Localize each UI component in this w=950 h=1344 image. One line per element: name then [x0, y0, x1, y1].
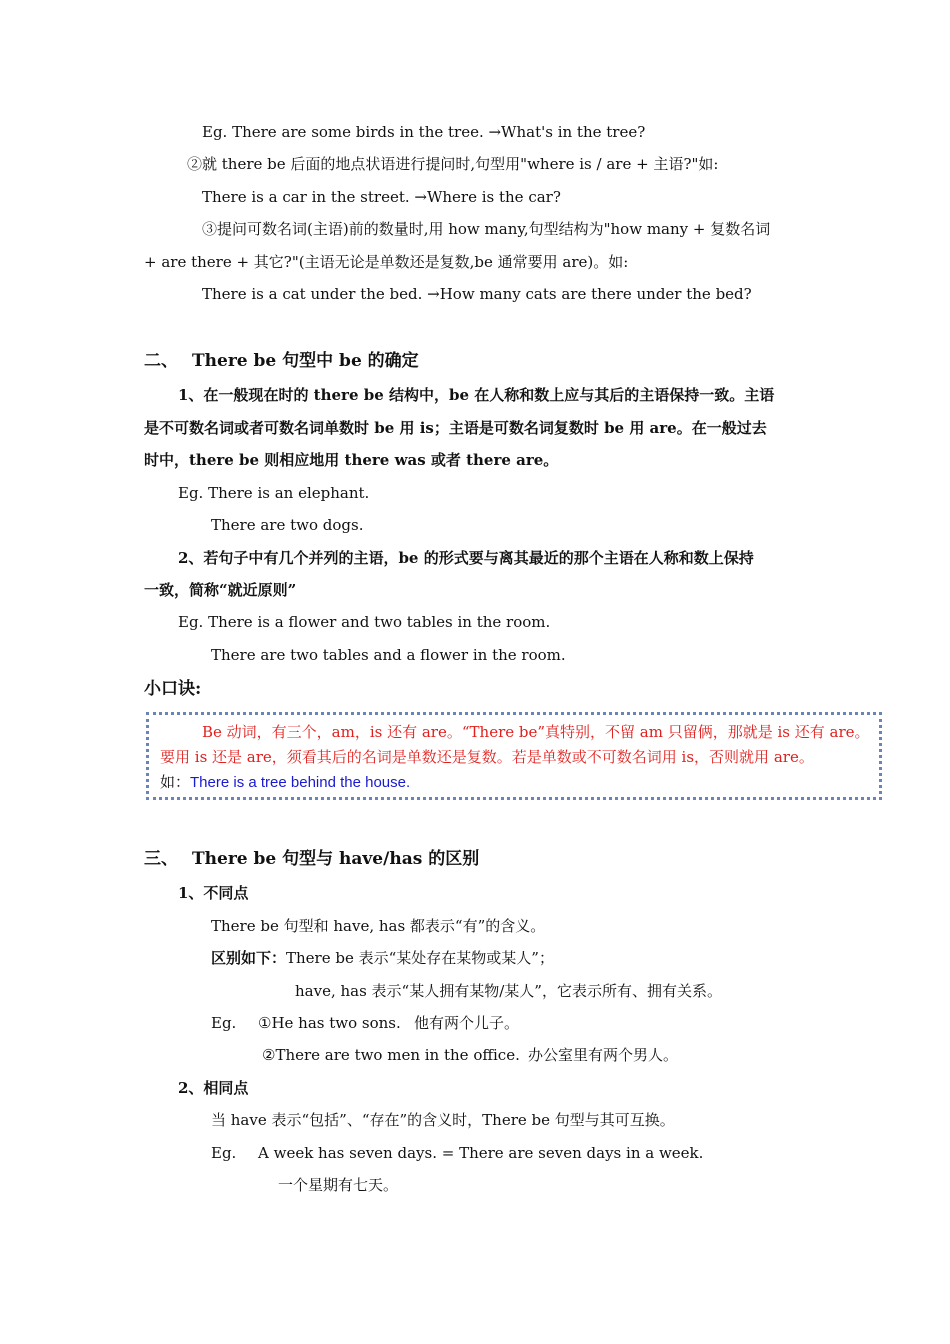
section-2-number: 二、 — [144, 351, 178, 371]
part1-line-5: + are there + 其它?"(主语无论是单数还是复数,be 通常要用 are)。如: — [144, 253, 629, 271]
mnemonic-title: 小口诀: — [144, 679, 202, 699]
example-4-chinese: 办公室里有两个男人。 — [528, 1046, 679, 1064]
example-label-2: Eg. — [211, 1144, 237, 1162]
difference-there-be: There be 表示“某处存在某物或某人”； — [286, 949, 554, 967]
mnemonic-example-prefix: 如： — [160, 774, 191, 791]
part1-line-2: ②就 there be 后面的地点状语进行提问时,句型用"where is / are + 主语?"如: — [187, 155, 719, 173]
subheading-differences: 1、不同点 — [178, 884, 249, 902]
mnemonic-example: There is a tree behind the house. — [190, 774, 411, 791]
rule-2-line-2: 一致，简称“就近原则” — [144, 581, 297, 599]
example-4-english: ②There are two men in the office. — [262, 1046, 520, 1064]
part1-line-6: There is a cat under the bed. →How many cats are there under the bed? — [202, 285, 752, 303]
section-2-title: There be 句型中 be 的确定 — [192, 351, 419, 371]
example-2b: There are two tables and a flower in the room. — [211, 646, 566, 664]
part1-line-3: There is a car in the street. →Where is the car? — [202, 188, 561, 206]
section-3-number: 三、 — [144, 849, 178, 869]
example-3-english: ①He has two sons. — [258, 1014, 401, 1032]
part1-line-4: ③提问可数名词(主语)前的数量时,用 how many,句型结构为"how many + 复数名词 — [202, 220, 771, 238]
section-3-title: There be 句型与 have/has 的区别 — [192, 849, 480, 869]
difference-line-1: There be 句型和 have, has 都表示“有”的含义。 — [211, 917, 546, 935]
example-5-english: A week has seven days. = There are seven days in a week. — [258, 1144, 704, 1162]
mnemonic-line-2: 要用 is 还是 are，须看其后的名词是单数还是复数。若是单数或不可数名词用 is，否则就用 are。 — [160, 748, 814, 766]
example-label: Eg. — [211, 1014, 237, 1032]
example-1a: Eg. There is an elephant. — [178, 484, 370, 502]
difference-line-2 — [211, 948, 554, 968]
example-3-chinese: 他有两个儿子。 — [414, 1014, 520, 1032]
example-2a: Eg. There is a flower and two tables in the room. — [178, 613, 551, 631]
part1-line-1: Eg. There are some birds in the tree. →What's in the tree? — [202, 123, 646, 141]
rule-1-line-1: 1、在一般现在时的 there be 结构中，be 在人称和数上应与其后的主语保持一致。主语 — [178, 386, 775, 404]
mnemonic-line-3 — [160, 773, 410, 793]
rule-1-line-2: 是不可数名词或者可数名词单数时 be 用 is；主语是可数名词复数时 be 用 are。在一般过去 — [144, 419, 767, 437]
rule-2-line-1: 2、若句子中有几个并列的主语，be 的形式要与离其最近的那个主语在人称和数上保持 — [178, 549, 754, 567]
similarity-line-1: 当 have 表示“包括”、“存在”的含义时，There be 句型与其可互换。 — [211, 1111, 675, 1129]
example-1b: There are two dogs. — [211, 516, 364, 534]
mnemonic-line-1: Be 动词，有三个，am，is 还有 are。“There be”真特别，不留 am 只留俩，那就是 is 还有 are。 — [202, 723, 870, 741]
difference-line-3: have, has 表示“某人拥有某物/某人”，它表示所有、拥有关系。 — [295, 982, 722, 1000]
difference-label: 区别如下： — [211, 949, 287, 967]
rule-1-line-3: 时中，there be 则相应地用 there was 或者 there are。 — [144, 451, 559, 469]
subheading-similarities: 2、相同点 — [178, 1079, 249, 1097]
example-5-chinese: 一个星期有七天。 — [278, 1176, 399, 1194]
